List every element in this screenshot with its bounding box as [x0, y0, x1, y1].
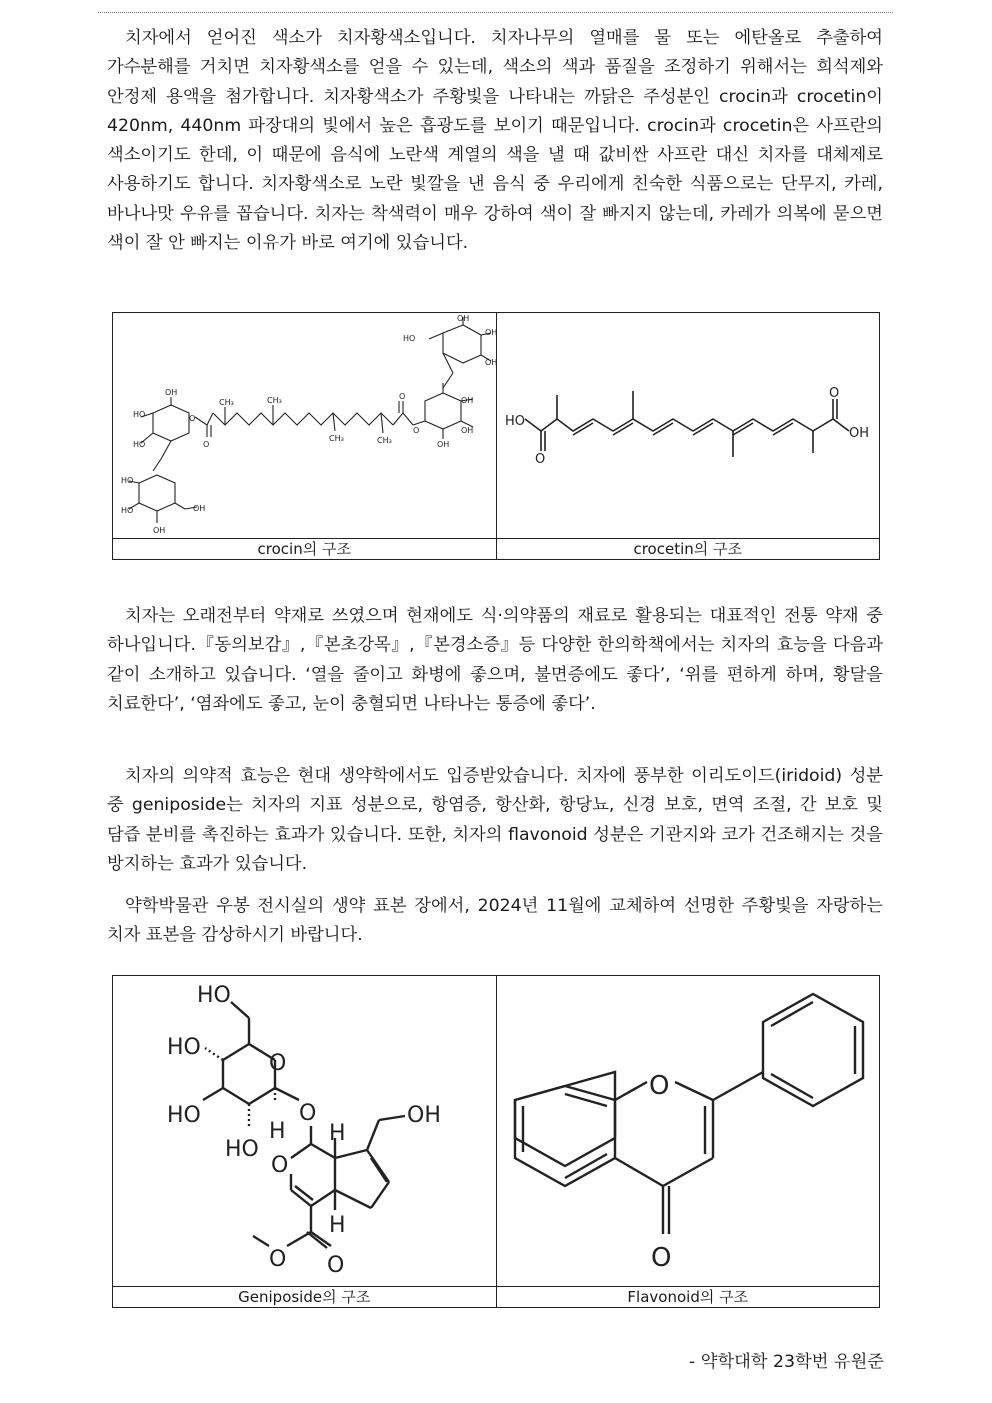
crocin-structure-cell: [113, 313, 497, 539]
svg-text:O: O: [399, 392, 406, 401]
author-signature: - 약학대학 23학번 유원준: [689, 1352, 884, 1372]
svg-text:OH: OH: [461, 426, 474, 435]
svg-text:O: O: [269, 1247, 287, 1272]
svg-text:O: O: [327, 1253, 345, 1278]
svg-text:HO: HO: [504, 414, 525, 429]
svg-text:HO: HO: [121, 506, 134, 515]
svg-text:HO: HO: [403, 334, 416, 343]
figure-table-geniposide-flavonoid: [112, 975, 880, 1308]
geniposide-structure-image: [113, 976, 496, 1286]
svg-text:O: O: [269, 1051, 287, 1076]
svg-text:O: O: [299, 1101, 317, 1126]
svg-text:OH: OH: [461, 396, 474, 405]
svg-text:O: O: [271, 1153, 289, 1178]
crocin-structure-image: [113, 313, 496, 538]
crocetin-caption: crocetin의 구조: [496, 539, 880, 560]
svg-text:CH₃: CH₃: [377, 436, 392, 445]
svg-text:HO: HO: [197, 983, 231, 1008]
geniposide-caption: Geniposide의 구조: [113, 1287, 497, 1308]
paragraph-museum-notice: 약학박물관 우봉 전시실의 생약 표본 장에서, 2024년 11월에 교체하여 선명한 주황빛을 자랑하는 치자 표본을 감상하시기 바랍니다.: [107, 896, 883, 946]
svg-text:O: O: [648, 1071, 669, 1101]
svg-text:CH₃: CH₃: [267, 396, 282, 405]
svg-text:OH: OH: [193, 504, 206, 513]
svg-text:O: O: [413, 426, 420, 435]
svg-text:OH: OH: [485, 358, 498, 367]
paragraph-traditional-medicine: 치자는 오래전부터 약재로 쓰였으며 현재에도 식·의약품의 재료로 활용되는 대표적인 전통 약재 중 하나입니다.『동의보감』,『본초강목』,『본경소증』등 다양한 한의학책에서는 치자의 효능을 다음과 같이 소개하고 있습니다. ‘열을 줄이고 화병에 좋으며, 불면증에도 좋다’, ‘위를 편하게 하며, 황달을 치료한다’, ‘염좌에도 좋고, 눈이 충혈되면 나타나는 통증에 좋다’.: [107, 606, 883, 714]
svg-text:OH: OH: [485, 328, 498, 337]
svg-text:OH: OH: [153, 526, 166, 535]
svg-text:OH: OH: [848, 426, 869, 441]
paragraph-modern-pharmacognosy: 치자의 의약적 효능은 현대 생약학에서도 입증받았습니다. 치자에 풍부한 이리도이드(iridoid) 성분 중 geniposide는 치자의 지표 성분으로, 항염증, 항산화, 항당뇨, 신경 보호, 면역 조절, 간 보호 및 담즙 분비를 촉진하는 효과가 있습니다. 또한, 치자의 flavonoid 성분은 기관지와 코가 건조해지는 것을 방지하는 효과가 있습니다.: [107, 766, 883, 874]
geniposide-structure-cell: [113, 976, 497, 1287]
svg-text:OH: OH: [407, 1103, 441, 1128]
flavonoid-structure-image: [497, 976, 880, 1286]
svg-text:H: H: [269, 1119, 286, 1144]
svg-text:OH: OH: [457, 314, 470, 323]
crocin-caption: crocin의 구조: [113, 539, 497, 560]
svg-text:HO: HO: [167, 1103, 201, 1128]
paragraph-pigment: 치자에서 얻어진 색소가 치자황색소입니다. 치자나무의 열매를 물 또는 에탄올로 추출하여 가수분해를 거치면 치자황색소를 얻을 수 있는데, 색소의 색과 품질을 조정하기 위해서는 희석제와 안정제 용액을 첨가합니다. 치자황색소가 주황빛을 나타내는 까닭은 주성분인 crocin과 crocetin이 420nm, 440nm 파장대의 빛에서 높은 흡광도를 보이기 때문입니다. crocin과 crocetin은 사프란의 색소이기도 한데, 이 때문에 음식에 노란색 계열의 색을 낼 때 값비싼 사프란 대신 치자를 대체제로 사용하기도 합니다. 치자황색소로 노란 빛깔을 낸 음식 중 우리에게 친숙한 식품으로는 단무지, 카레, 바나나맛 우유를 꼽습니다. 치자는 착색력이 매우 강하여 색이 잘 빠지지 않는데, 카레가 의복에 묻으면 색이 잘 안 빠지는 이유가 바로 여기에 있습니다.: [107, 28, 883, 254]
svg-text:HO: HO: [225, 1137, 259, 1162]
svg-text:CH₃: CH₃: [329, 434, 344, 443]
svg-text:O: O: [189, 414, 196, 423]
flavonoid-caption: Flavonoid의 구조: [496, 1287, 880, 1308]
svg-text:H: H: [329, 1121, 346, 1146]
svg-text:HO: HO: [133, 440, 146, 449]
svg-text:HO: HO: [133, 410, 146, 419]
figure-table-crocin-crocetin: [112, 312, 880, 560]
svg-text:O: O: [534, 452, 545, 467]
crocetin-structure-image: [497, 313, 880, 538]
svg-text:CH₃: CH₃: [219, 398, 234, 407]
svg-text:O: O: [650, 1243, 671, 1273]
flavonoid-structure-cell: [496, 976, 880, 1287]
top-dotted-rule: [98, 12, 893, 13]
crocetin-structure-cell: [496, 313, 880, 539]
svg-text:O: O: [203, 440, 210, 449]
svg-text:OH: OH: [165, 388, 178, 397]
svg-text:HO: HO: [121, 476, 134, 485]
svg-text:OH: OH: [437, 440, 450, 449]
svg-text:O: O: [828, 386, 839, 401]
svg-text:HO: HO: [167, 1035, 201, 1060]
svg-text:H: H: [329, 1213, 346, 1238]
